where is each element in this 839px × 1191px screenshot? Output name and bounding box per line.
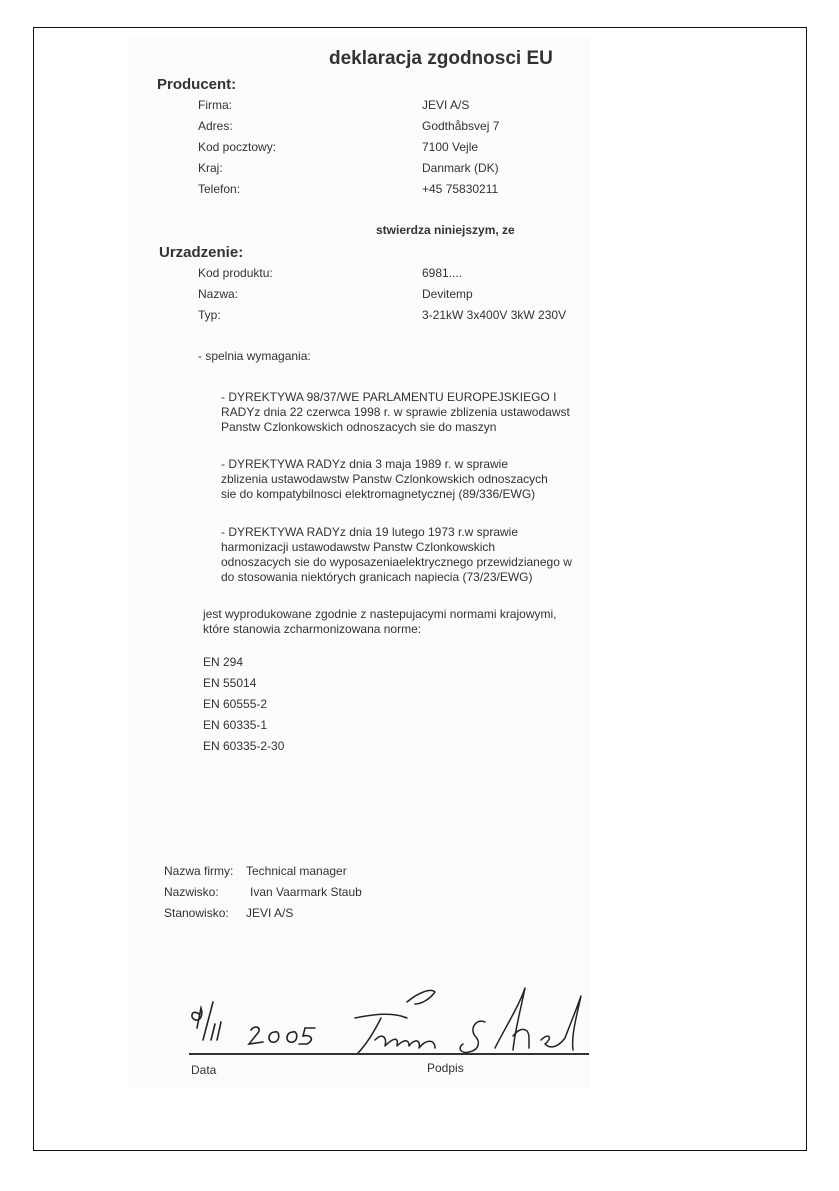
device-field-label: Nazwa:: [198, 287, 239, 301]
producer-field-label: Firma:: [198, 98, 232, 112]
directive-low-voltage: - DYREKTYWA RADYz dnia 19 lutego 1973 r.w sprawie harmonizacji ustawodawstw Panstw Czlonkowskich odnoszacych sie do wyposazeniaelektrycznego przewidzianego w do stosowania niektórych granicach napiecia (73/23/EWG): [221, 525, 572, 584]
device-field-label: Kod produktu:: [198, 266, 273, 280]
directive-machinery: - DYREKTYWA 98/37/WE PARLAMENTU EUROPEJSKIEGO I RADYz dnia 22 czerwca 1998 r. w sprawie zblizenia ustawodawst Panstw Czlonkowskich odnoszacych sie do maszyn: [221, 390, 570, 434]
signature-label: Podpis: [427, 1061, 464, 1075]
signatory-value: Ivan Vaarmark Staub: [250, 885, 362, 899]
producer-heading: Producent:: [157, 76, 237, 93]
signatory-label: Stanowisko:: [164, 906, 229, 920]
norm-item: EN 294: [203, 655, 244, 669]
signatory-value: JEVI A/S: [246, 906, 294, 920]
producer-field-value: JEVI A/S: [422, 98, 470, 112]
producer-field-label: Adres:: [198, 119, 233, 133]
statement-text: stwierdza niniejszym, ze: [376, 223, 515, 237]
handwritten-date: [185, 1000, 325, 1050]
device-field-value: 3-21kW 3x400V 3kW 230V: [422, 308, 567, 322]
signatory-label: Nazwisko:: [164, 885, 219, 899]
device-field-value: Devitemp: [422, 287, 473, 301]
norm-item: EN 60335-1: [203, 718, 268, 732]
norm-item: EN 55014: [203, 676, 257, 690]
producer-field-value: +45 75830211: [422, 182, 499, 196]
requirements-intro: - spelnia wymagania:: [198, 349, 311, 363]
norms-intro: jest wyprodukowane zgodnie z nastepujacymi normami krajowymi, które stanowia zcharmonizowana norme:: [203, 607, 557, 636]
producer-field-value: Danmark (DK): [422, 161, 499, 175]
device-field-value: 6981....: [422, 266, 463, 280]
signatory-value: Technical manager: [246, 864, 347, 878]
signature: [345, 978, 585, 1058]
device-heading: Urzadzenie:: [159, 244, 244, 261]
producer-field-label: Kod pocztowy:: [198, 140, 277, 154]
directive-emc: - DYREKTYWA RADYz dnia 3 maja 1989 r. w sprawie zblizenia ustawodawstw Panstw Czlonkowskich odnoszacych sie do kompatybilnosci elektromagnetycznej (89/336/EWG): [221, 457, 548, 501]
signature-line: [189, 1053, 589, 1055]
producer-field-value: 7100 Vejle: [422, 140, 479, 154]
date-label: Data: [191, 1063, 217, 1077]
producer-field-label: Telefon:: [198, 182, 241, 196]
document-title: deklaracja zgodnosci EU: [329, 48, 553, 69]
norm-item: EN 60555-2: [203, 697, 268, 711]
signatory-label: Nazwa firmy:: [164, 864, 234, 878]
device-field-label: Typ:: [198, 308, 221, 322]
producer-field-value: Godthåbsvej 7: [422, 119, 500, 133]
producer-field-label: Kraj:: [198, 161, 223, 175]
norm-item: EN 60335-2-30: [203, 739, 285, 753]
